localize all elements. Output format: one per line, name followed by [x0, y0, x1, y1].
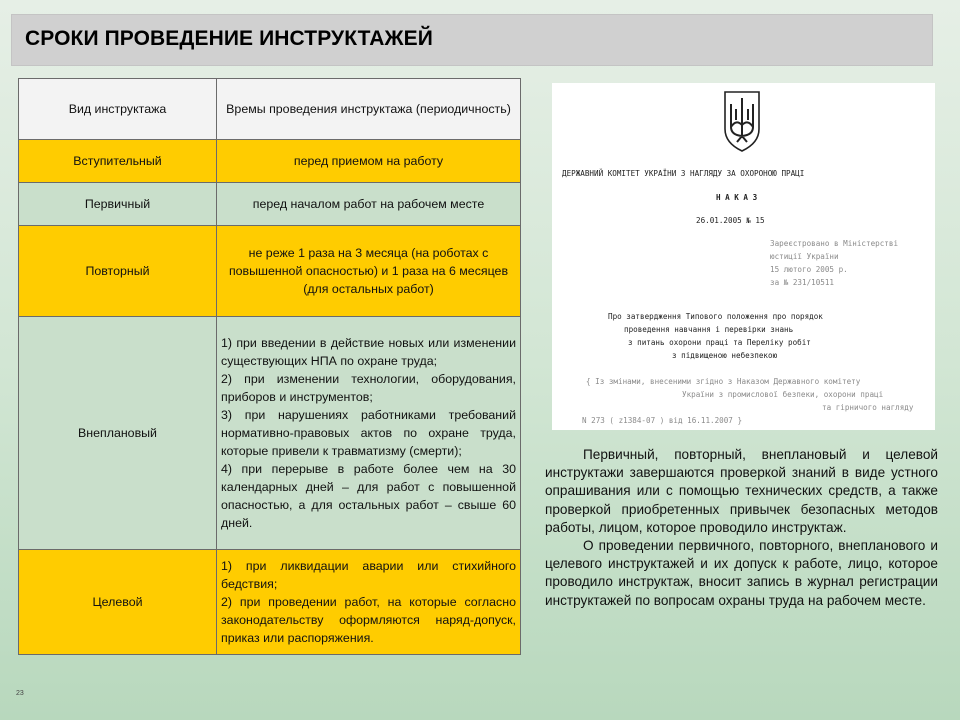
table-header-row: [19, 79, 521, 140]
header-type: Вид инструктажа: [19, 79, 217, 140]
instruction-table: [18, 78, 521, 655]
row-type: Первичный: [19, 183, 217, 226]
page-number: 23: [16, 690, 24, 697]
doc-amendment-line: N 273 ( z1384-07 ) від 16.11.2007 }: [582, 416, 743, 425]
doc-order-title: Н А К А З: [716, 193, 758, 202]
description-text: [545, 446, 938, 610]
row-conditions: [217, 550, 521, 655]
doc-heading-line: Про затвердження Типового положення про порядок: [608, 312, 823, 321]
paragraph: Первичный, повторный, внеплановый и целевой инструктажи завершаются проверкой знаний в виде устного опрашивания или с помощью технических средств, а также проверкой приобретенных привычек безопасных методов работы, лицом, которое проводило инструктаж.: [545, 447, 938, 535]
row-type: Внеплановый: [19, 317, 217, 550]
doc-amendment-line: { Із змінами, внесеними згідно з Наказом Державного комітету: [586, 377, 861, 386]
order-document-scan: [552, 83, 935, 430]
doc-registration-line: 15 лютого 2005 р.: [770, 265, 848, 274]
condition-item: 1) при введении в действие новых или изменении существующих НПА по охране труда;: [221, 336, 516, 368]
table-row: [19, 140, 521, 183]
doc-registration-line: юстиції України: [770, 252, 839, 261]
table-row: [19, 226, 521, 317]
doc-heading-line: з питань охорони праці та Переліку робіт: [628, 338, 811, 347]
row-type: Повторный: [19, 226, 217, 317]
row-time: перед приемом на работу: [217, 140, 521, 183]
row-time: не реже 1 раза на 3 месяца (на роботах с повышенной опасностью) и 1 раза на 6 месяцев (для остальных работ): [217, 226, 521, 317]
doc-registration-line: за № 231/10511: [770, 278, 835, 287]
condition-item: 1) при ликвидации аварии или стихийного бедствия;: [221, 559, 516, 591]
condition-item: 2) при проведении работ, на которые согласно законодательству оформляются наряд-допуск, приказ или распоряжения.: [221, 595, 516, 645]
doc-amendment-line: та гірничого нагляду: [822, 403, 914, 412]
doc-heading-line: з підвищеною небезпекою: [672, 351, 778, 360]
header-time: Времы проведения инструктажа (периодичность): [217, 79, 521, 140]
doc-committee: ДЕРЖАВНИЙ КОМІТЕТ УКРАЇНИ З НАГЛЯДУ ЗА ОХОРОНОЮ ПРАЦІ: [562, 169, 805, 178]
doc-heading-line: проведення навчання і перевірки знань: [624, 325, 794, 334]
doc-amendment-line: України з промислової безпеки, охорони праці: [682, 390, 884, 399]
row-type: Целевой: [19, 550, 217, 655]
condition-item: 4) при перерыве в работе более чем на 30 календарных дней – для работ с повышенной опасностью, а для остальных работ – свыше 60 дней.: [221, 462, 516, 530]
trident-emblem-icon: [722, 89, 762, 153]
table-row: [19, 550, 521, 655]
table-row: [19, 183, 521, 226]
doc-date-number: 26.01.2005 № 15: [696, 216, 765, 225]
title-bar: [11, 14, 933, 66]
condition-item: 3) при нарушениях работниками требований нормативно-правовых актов по охране труда, которые привели к травматизму (смерти);: [221, 408, 516, 458]
condition-item: 2) при изменении технологии, оборудования, приборов и инструментов;: [221, 372, 516, 404]
page-title: СРОКИ ПРОВЕДЕНИЕ ИНСТРУКТАЖЕЙ: [25, 27, 433, 50]
doc-registration-line: Зареєстровано в Міністерстві: [770, 239, 899, 248]
row-conditions: [217, 317, 521, 550]
paragraph: О проведении первичного, повторного, внепланового и целевого инструктажей и их допуск к работе, лицо, которое проводило инструктаж, вносит запись в журнал регистрации инструктажей по вопросам охраны труда на рабочем месте.: [545, 538, 938, 608]
row-time: перед началом работ на рабочем месте: [217, 183, 521, 226]
row-type: Вступительный: [19, 140, 217, 183]
table-row: [19, 317, 521, 550]
